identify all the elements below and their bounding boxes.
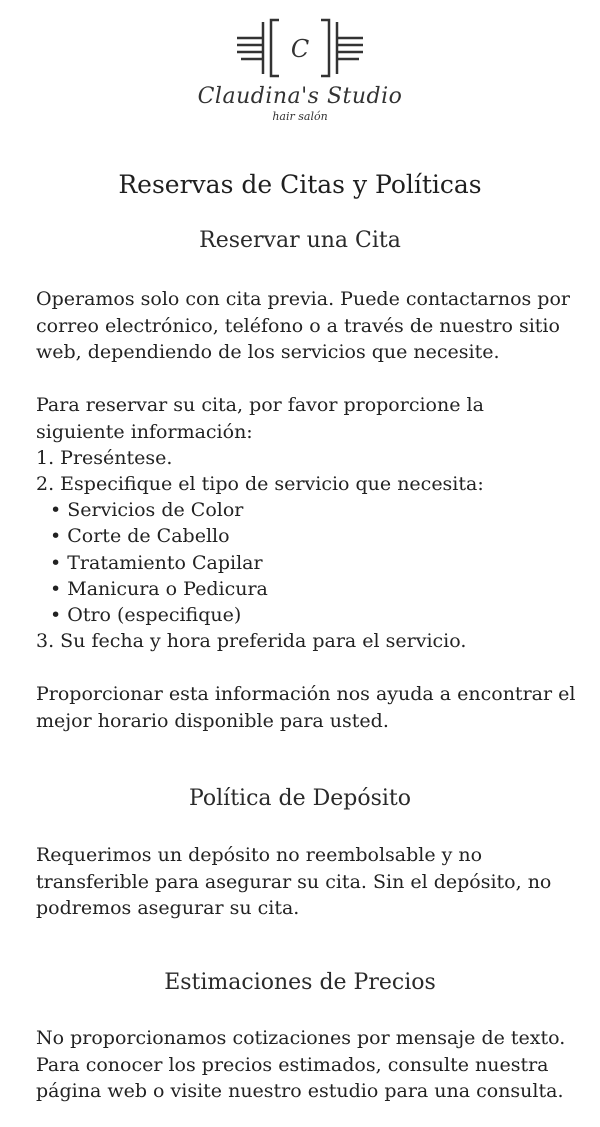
logo-monogram: C	[290, 35, 310, 63]
bracket-monogram-icon	[235, 14, 365, 84]
service-item: • Tratamiento Capilar	[50, 552, 263, 574]
booking-intro: Operamos solo con cita previa. Puede contactarnos por correo electrónico, teléfono o a través de nuestro sitio web, dependiendo de los servicios que necesite.	[36, 288, 570, 363]
deposit-text: Requerimos un depósito no reembolsable y no transferible para asegurar su cita. Sin el depósito, no podremos asegurar su cita.	[36, 844, 552, 919]
service-item: • Manicura o Pedicura	[50, 578, 268, 600]
page-title: Reservas de Citas y Políticas	[118, 170, 482, 199]
pricing-text: No proporcionamos cotizaciones por mensaje de texto. Para conocer los precios estimados, consulte nuestra página web o visite nuestro estudio para una consulta.	[36, 1027, 566, 1102]
service-item: • Corte de Cabello	[50, 525, 230, 547]
logo-name: Claudina's Studio	[197, 84, 403, 109]
salon-logo	[0, 14, 600, 126]
service-item: • Servicios de Color	[50, 499, 244, 521]
step-3: 3. Su fecha y hora preferida para el servicio.	[36, 630, 467, 652]
step-1: 1. Preséntese.	[36, 447, 173, 469]
service-item: • Otro (especifique)	[50, 604, 242, 626]
deposit-heading: Política de Depósito	[188, 786, 412, 811]
booking-closing: Proporcionar esta información nos ayuda a encontrar el mejor horario disponible para usted.	[36, 683, 576, 732]
booking-instructions: Para reservar su cita, por favor proporcione la siguiente información:	[36, 394, 484, 443]
step-2: 2. Especifique el tipo de servicio que necesita:	[36, 473, 484, 495]
pricing-heading: Estimaciones de Precios	[164, 970, 436, 995]
logo-tagline: hair salón	[272, 110, 328, 123]
booking-heading: Reservar una Cita	[199, 228, 401, 253]
